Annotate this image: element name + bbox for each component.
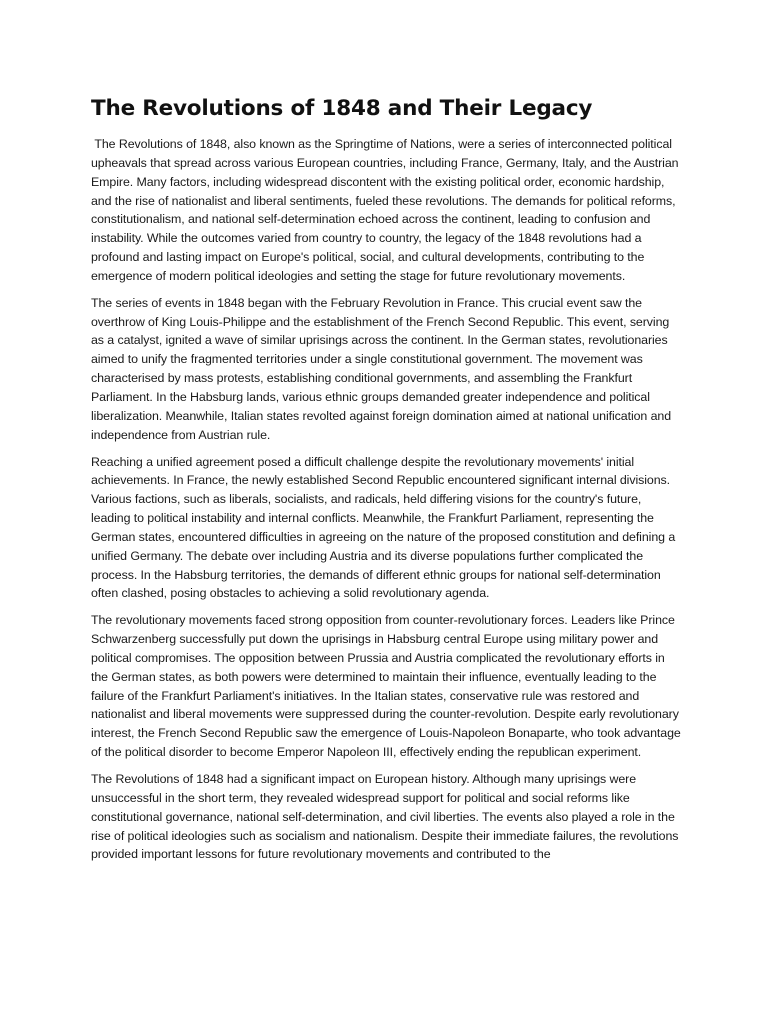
document-content	[91, 94, 685, 872]
paragraph-1: The Revolutions of 1848, also known as the Springtime of Nations, were a series of interconnected political upheavals that spread across various European countries, including France, Germany, Italy, and the Austrian Empire. Many factors, including widespread discontent with the existing political order, economic hardship, and the rise of nationalist and liberal sentiments, fueled these revolutions. The demands for political reforms, constitutionalism, and national self-determination echoed across the continent, leading to confusion and instability. While the outcomes varied from country to country, the legacy of the 1848 revolutions had a profound and lasting impact on Europe's political, social, and cultural developments, contributing to the emergence of modern political ideologies and setting the stage for future revolutionary movements.	[91, 137, 682, 283]
paragraph-2: The series of events in 1848 began with the February Revolution in France. This crucial event saw the overthrow of King Louis-Philippe and the establishment of the French Second Republic. This event, serving as a catalyst, ignited a wave of similar uprisings across the continent. In the German states, revolutionaries aimed to unify the fragmented territories under a single constitutional government. The movement was characterised by mass protests, establishing conditional governments, and assembling the Frankfurt Parliament. In the Habsburg lands, various ethnic groups demanded greater independence and political liberalization. Meanwhile, Italian states revolted against foreign domination aimed at national unification and independence from Austrian rule.	[91, 295, 675, 442]
paragraph-4: The revolutionary movements faced strong opposition from counter-revolutionary forces. Leaders like Prince Schwarzenberg successfully put down the uprisings in Habsburg central Europe using military power and political compromises. The opposition between Prussia and Austria complicated the revolutionary efforts in the German states, as both powers were determined to maintain their influence, eventually leading to the failure of the Frankfurt Parliament's initiatives. In the Italian states, conservative rule was restored and nationalist and liberal movements were suppressed during the counter-revolution. Despite early revolutionary interest, the French Second Republic saw the emergence of Louis-Napoleon Bonaparte, who took advantage of the political disorder to become Emperor Napoleon III, effectively ending the republican experiment.	[91, 613, 685, 760]
document-body	[91, 135, 685, 864]
paragraph-5: The Revolutions of 1848 had a significant impact on European history. Although many uprisings were unsuccessful in the short term, they revealed widespread support for political and social reforms like constitutional governance, national self-determination, and civil liberties. The events also played a role in the rise of political ideologies such as socialism and nationalism. Despite their immediate failures, the revolutions provided important lessons for future revolutionary movements and contributed to the	[91, 772, 682, 862]
paragraph-3: Reaching a unified agreement posed a difficult challenge despite the revolutionary movements' initial achievements. In France, the newly established Second Republic encountered significant internal divisions. Various factions, such as liberals, socialists, and radicals, held differing visions for the country's future, leading to political instability and internal conflicts. Meanwhile, the Frankfurt Parliament, representing the German states, encountered difficulties in agreeing on the nature of the proposed constitution and defining a unified Germany. The debate over including Austria and its diverse populations further complicated the process. In the Habsburg territories, the demands of different ethnic groups for national self-determination often clashed, posing obstacles to achieving a solid revolutionary agenda.	[91, 454, 679, 601]
document-title: The Revolutions of 1848 and Their Legacy	[91, 96, 593, 121]
